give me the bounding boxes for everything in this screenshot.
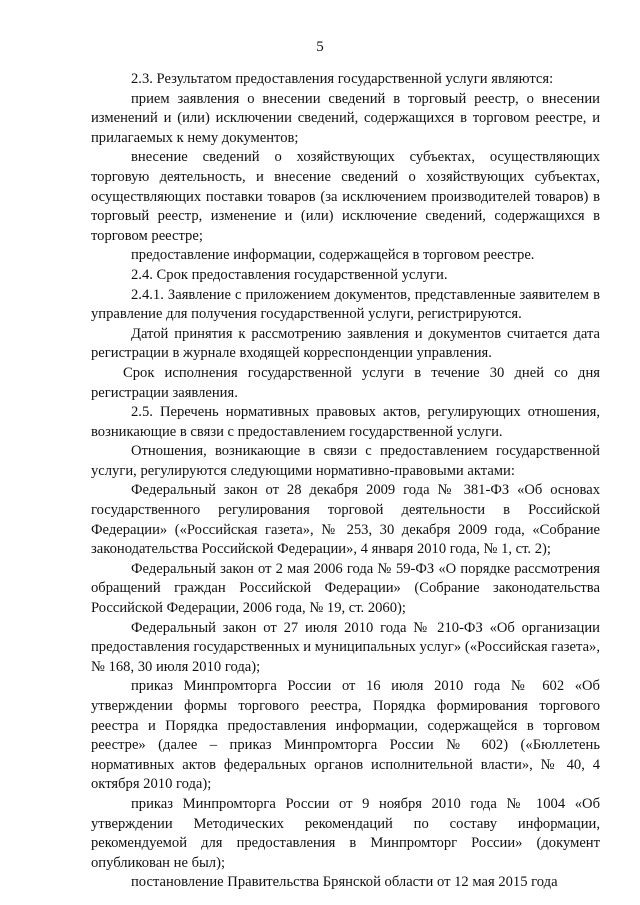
paragraph-2-4-1: 2.4.1. Заявление с приложением документов, представленные заявителем в управление для получения государственной услуги, регистрируются. [91, 286, 600, 323]
paragraph-regulating-acts-intro: Отношения, возникающие в связи с предоставлением государственной услуги, регулируются следующими нормативно-правовыми актами: [91, 443, 600, 479]
paragraph-2-3: 2.3. Результатом предоставления государственной услуги являются: [131, 71, 554, 87]
paragraph-2-4: 2.4. Срок предоставления государственной услуги. [131, 266, 448, 283]
paragraph-result-item-1: прием заявления о внесении сведений в торговый реестр, о внесении изменений и (или) исключении сведений, содержащихся в торговом реестре, и прилагаемых к нему документов; [91, 90, 600, 146]
page-number: 5 [316, 39, 324, 55]
document-body [91, 70, 600, 893]
paragraph-result-item-2: внесение сведений о хозяйствующих субъектах, осуществляющих торговую деятельность, и внесение сведений о хозяйствующих субъектах, осуществляющих поставки товаров (за исключением производителей товаров) в торговый реестр, изменение и (или) исключение сведений, содержащихся в торговом реестре; [91, 149, 600, 244]
paragraph-result-item-3: предоставление информации, содержащейся в торговом реестре. [131, 247, 535, 264]
paragraph-service-term: Срок исполнения государственной услуги в течение 30 дней со дня регистрации заявления. [91, 364, 600, 401]
paragraph-order-1004: приказ Минпромторга России от 9 ноября 2010 года № 1004 «Об утверждении Методических рекомендаций по составу информации, рекомендуемой для предоставления в Минпромторг России» (документ опубликован не был); [91, 795, 600, 871]
paragraph-law-59: Федеральный закон от 2 мая 2006 года № 59-ФЗ «О порядке рассмотрения обращений граждан Российской Федерации» (Собрание законодательства Российской Федерации, 2006 года, № 19, ст. 2060); [91, 560, 600, 617]
paragraph-2-5: 2.5. Перечень нормативных правовых актов, регулирующих отношения, возникающие в связи с предоставлением государственной услуги. [91, 404, 600, 440]
paragraph-law-210: Федеральный закон от 27 июля 2010 года № 210-ФЗ «Об организации предоставления государственных и муниципальных услуг» («Российская газета», № 168, 30 июля 2010 года); [91, 619, 600, 675]
paragraph-law-381: Федеральный закон от 28 декабря 2009 года № 381-ФЗ «Об основах государственного регулирования торговой деятельности в Российской Федерации» («Российская газета», № 253, 30 декабря 2009 года, «Собрание законодательства Российской Федерации», 4 января 2010 года, № 1, ст. 2); [91, 482, 600, 558]
paragraph-order-602: приказ Минпромторга России от 16 июля 2010 года № 602 «Об утверждении формы торгового реестра, Порядка формирования торгового реестра и Порядка предоставления информации, содержащейся в торговом реестре» (далее – приказ Минпромторга России № 602) («Бюллетень нормативных актов федеральных органов исполнительной власти», № 40, 4 октября 2010 года); [91, 678, 600, 793]
paragraph-bryansk-resolution: постановление Правительства Брянской области от 12 мая 2015 года [131, 874, 558, 891]
paragraph-acceptance-date: Датой принятия к рассмотрению заявления и документов считается дата регистрации в журнале входящей корреспонденции управления. [91, 325, 600, 362]
